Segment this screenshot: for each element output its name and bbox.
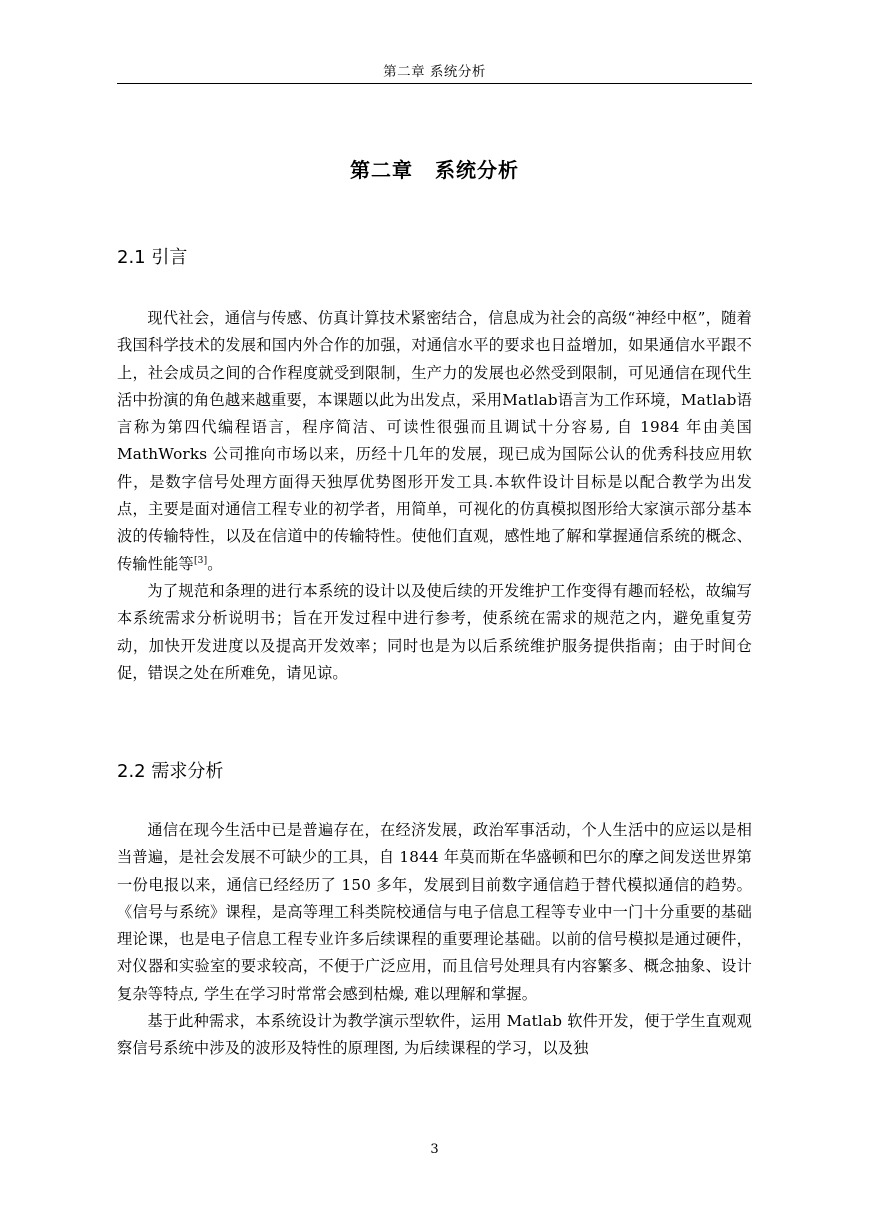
page-number: 3 bbox=[430, 1142, 439, 1157]
paragraph: 为了规范和条理的进行本系统的设计以及使后续的开发维护工作变得有趣而轻松，故编写本系统需求分析说明书；旨在开发过程中进行参考，使系统在需求的规范之内，避免重复劳动，加快开发进度以及提高开发效率；同时也是为以后系统维护服务提供指南；由于时间仓促，错误之处在所难免，请见谅。 bbox=[117, 581, 752, 682]
citation-ref: [3] bbox=[193, 555, 208, 566]
header-rule bbox=[117, 83, 752, 84]
paragraph-ending: 。 bbox=[207, 554, 223, 573]
paragraph: 通信在现今生活中已是普遍存在，在经济发展，政治军事活动，个人生活中的应运以是相当普遍，是社会发展不可缺少的工具，自 1844 年莫而斯在华盛顿和巴尔的摩之间发送世界第一份电报以来，通信已经经历了 150 多年，发展到目前数字通信趋于替代模拟通信的趋势。《信号与系统》课程，是高等理工科类院校通信与电子信息工程等专业中一门十分重要的基础理论课，也是电子信息工程专业许多后续课程的重要理论基础。以前的信号模拟是通过硬件，对仪器和实验室的要求较高，不便于广泛应用，而且信号处理具有内容繁多、概念抽象、设计复杂等特点, 学生在学习时常常会感到枯燥, 难以理解和掌握。 bbox=[117, 821, 752, 1003]
running-header: 第二章 系统分析 bbox=[383, 64, 486, 80]
chapter-name: 系统分析 bbox=[435, 158, 519, 182]
section-heading-2-1: 2.1 引言 bbox=[117, 247, 188, 268]
section-2-2-body bbox=[117, 817, 752, 1063]
chapter-title bbox=[117, 155, 752, 185]
paragraph-text: 现代社会，通信与传感、仿真计算技术紧密结合，信息成为社会的高级“神经中枢”，随着我国科学技术的发展和国内外合作的加强，对通信水平的要求也日益增加，如果通信水平跟不上，社会成员之间的合作程度就受到限制，生产力的发展也必然受到限制，可见通信在现代生活中扮演的角色越来越重要，本课题以此为出发点，采用Matlab语言为工作环境，Matlab语言称为第四代编程语言，程序简洁、可读性很强而且调试十分容易, 自 1984 年由美国 MathWorks 公司推向市场以来，历经十几年的发展，现已成为国际公认的优秀科技应用软件，是数字信号处理方面得天独厚优势图形开发工具.本软件设计目标是以配合教学为出发点，主要是面对通信工程专业的初学者，用简单，可视化的仿真模拟图形给大家演示部分基本波的传输特性，以及在信道中的传输特性。使他们直观，感性地了解和掌握通信系统的概念、传输性能等 bbox=[117, 309, 752, 573]
section-2-1-body bbox=[117, 305, 752, 687]
paragraph: 基于此种需求，本系统设计为教学演示型软件，运用 Matlab 软件开发，便于学生直观观察信号系统中涉及的波形及特性的原理图, 为后续课程的学习，以及独 bbox=[117, 1012, 752, 1058]
paragraph bbox=[117, 305, 752, 578]
section-heading-2-2: 2.2 需求分析 bbox=[117, 761, 224, 782]
chapter-label: 第二章 bbox=[350, 158, 413, 182]
